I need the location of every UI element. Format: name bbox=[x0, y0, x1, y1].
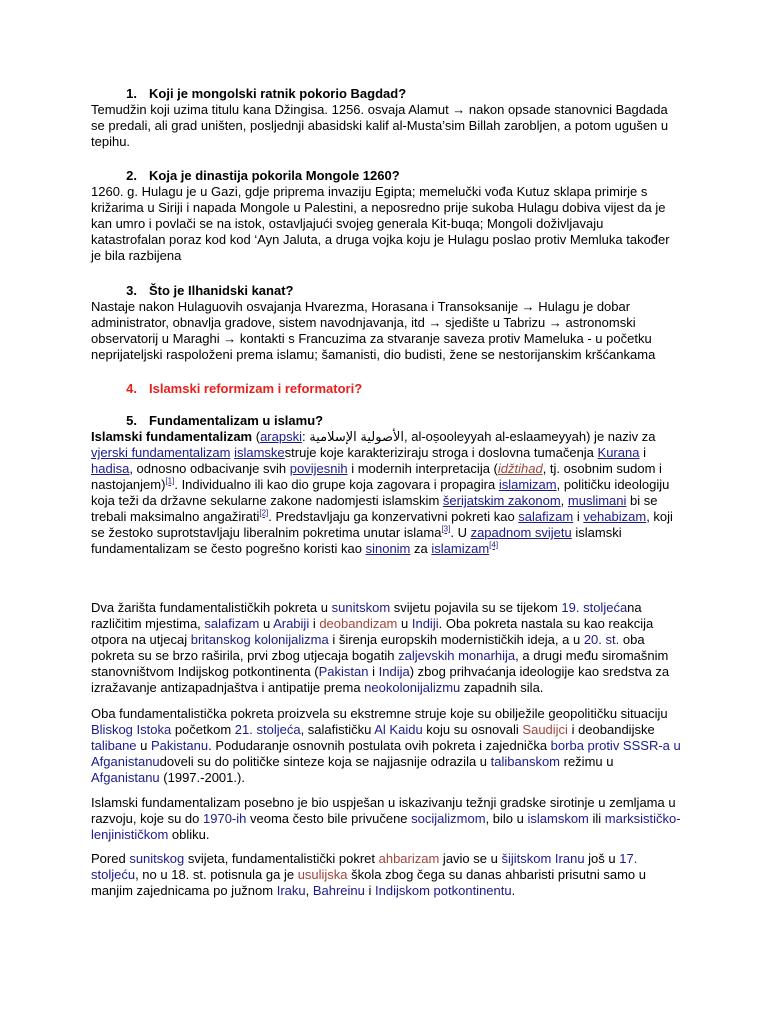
text: , no u 18. st. potisnula ga je bbox=[135, 867, 298, 882]
link-afganistanu[interactable]: Afganistanu bbox=[91, 770, 160, 785]
link-hadisa[interactable]: hadisa bbox=[91, 461, 130, 476]
question-1 bbox=[91, 86, 681, 150]
question-5-heading bbox=[91, 413, 681, 429]
question-4-heading bbox=[91, 381, 681, 397]
text: , bbox=[305, 883, 313, 898]
text: doveli su do političke sinteze koja se najjasnije odrazila u bbox=[159, 754, 491, 769]
question-number: 1. bbox=[126, 86, 137, 101]
text: islamski fundamentalizam se često pogrešno koristi kao bbox=[91, 525, 622, 556]
link-kurana[interactable]: Kurana bbox=[597, 445, 640, 460]
paragraph-two-foci bbox=[91, 600, 681, 696]
footnote-3[interactable]: [3] bbox=[441, 524, 451, 534]
link-vehabizam[interactable]: vehabizam bbox=[583, 509, 647, 524]
text: režimu u bbox=[560, 754, 614, 769]
link-ahbarizam[interactable]: ahbarizam bbox=[378, 851, 440, 866]
link-islamskom[interactable]: islamskom bbox=[527, 811, 589, 826]
question-3 bbox=[91, 283, 681, 363]
text: svijetu pojavila su se tijekom bbox=[390, 600, 562, 615]
text: Dva žarišta fundamentalističkih pokreta u bbox=[91, 600, 332, 615]
question-title: Koja je dinastija pokorila Mongole 1260? bbox=[149, 168, 400, 183]
text: . Oba pokreta nastala su kao reakcija otpora na utjecaj bbox=[91, 616, 654, 647]
link-britanskog-kolonijalizma[interactable]: britanskog kolonijalizma bbox=[190, 632, 329, 647]
link-neokolonijalizmu[interactable]: neokolonijalizmu bbox=[364, 680, 461, 695]
footnote-4[interactable]: [4] bbox=[489, 540, 499, 550]
text: i bbox=[639, 445, 646, 460]
link-20-st[interactable]: 20. st. bbox=[583, 632, 620, 647]
footnote-1[interactable]: [1] bbox=[165, 476, 175, 486]
link-idztihad[interactable]: idžtihad bbox=[497, 461, 543, 476]
text: obliku. bbox=[168, 827, 210, 842]
link-vjerski-fundamentalizam[interactable]: vjerski fundamentalizam bbox=[91, 445, 231, 460]
question-number: 2. bbox=[126, 168, 137, 183]
link-marksisticko-lenjinistickom[interactable]: marksističko-lenjinističkom bbox=[91, 811, 681, 842]
link-21-stoljeca[interactable]: 21. stoljeća bbox=[234, 722, 301, 737]
link-deobandizam[interactable]: deobandizam bbox=[319, 616, 398, 631]
text: Oba fundamentalistička pokreta proizvela su ekstremne struje koje su obilježile geopolitičku situaciju bbox=[91, 706, 668, 721]
text: početkom bbox=[171, 722, 235, 737]
text: . Individualno ili kao dio grupe koja zagovara i propagira bbox=[174, 477, 499, 492]
link-islamizam-2[interactable]: islamizam bbox=[431, 541, 490, 556]
link-arabiji[interactable]: Arabiji bbox=[273, 616, 310, 631]
text: još u bbox=[584, 851, 620, 866]
text: svijeta, fundamentalistički pokret bbox=[184, 851, 379, 866]
text: za bbox=[410, 541, 432, 556]
link-muslimani[interactable]: muslimani bbox=[567, 493, 627, 508]
text: i bbox=[309, 616, 320, 631]
text: i širenja europskih modernističkih ideja, a u bbox=[328, 632, 584, 647]
link-usulijska[interactable]: usulijska bbox=[297, 867, 348, 882]
link-sijitskom-iranu[interactable]: šijitskom Iranu bbox=[501, 851, 585, 866]
link-1970-ih[interactable]: 1970-ih bbox=[203, 811, 247, 826]
text: i bbox=[573, 509, 584, 524]
link-talibanskom[interactable]: talibanskom bbox=[490, 754, 561, 769]
link-islamizam[interactable]: islamizam bbox=[498, 477, 557, 492]
text: , koji se žestoko suprotstavljaju liberalnim pokretima unutar islama bbox=[91, 509, 673, 540]
text: Islamski fundamentalizam posebno je bio uspješan u iskazivanju težnji gradske sirotinje u zemljama u razvoju, koje su do bbox=[91, 795, 676, 826]
text: i deobandijske bbox=[567, 722, 655, 737]
text: škola zbog čega su danas ahbaristi prisutni samo u manjim zajednicama po južnom bbox=[91, 867, 646, 898]
text: koju su osnovali bbox=[422, 722, 523, 737]
question-2-answer: 1260. g. Hulagu je u Gazi, gdje priprema invaziju Egipta; memelučki vođa Kutuz sklapa primirje s križarima u Siriji i napada Mongole u Palestini, a neposredno prije sukoba Hulagu dobiva vijest da je kan umro i povlači se na istok, ostavljajući svojeg generala Kit-buqa; Mongoli doživljavaju katastrofalan poraz kod kod ‘Ayn Jaluta, a druga vojka koju je Hulagu poslao protiv Memluka također je bila razbijena bbox=[91, 184, 670, 263]
question-number: 3. bbox=[126, 283, 137, 298]
text: bi se trebali maksimalno angažirati bbox=[91, 493, 658, 524]
question-1-heading bbox=[91, 86, 681, 102]
link-arapski[interactable]: arapski bbox=[260, 429, 302, 444]
link-17-stoljecu[interactable]: 17. stoljeću bbox=[91, 851, 638, 882]
text: . U bbox=[450, 525, 471, 540]
link-sinonim[interactable]: sinonim bbox=[365, 541, 411, 556]
text: , bilo u bbox=[485, 811, 528, 826]
link-indiji[interactable]: Indiji bbox=[411, 616, 439, 631]
text: i bbox=[364, 883, 376, 898]
fundamentalism-paragraph bbox=[91, 429, 681, 557]
link-al-kaidu[interactable]: Al Kaidu bbox=[374, 722, 423, 737]
footnote-2[interactable]: [2] bbox=[259, 508, 269, 518]
link-pakistanu[interactable]: Pakistanu bbox=[151, 738, 209, 753]
question-title: Koji je mongolski ratnik pokorio Bagdad? bbox=[149, 86, 407, 101]
text: na različitim mjestima, bbox=[91, 600, 642, 631]
paragraph-extreme-currents bbox=[91, 706, 681, 786]
text: i bbox=[368, 664, 379, 679]
text: oba pokreta su se brzo raširila, prvi zbog utjecaja bogatih bbox=[91, 632, 645, 663]
link-iraku[interactable]: Iraku bbox=[276, 883, 306, 898]
link-bahreinu[interactable]: Bahreinu bbox=[312, 883, 365, 898]
text: u bbox=[397, 616, 412, 631]
text: , a drugi među siromašnim stanovništvom Indijskog potkontinenta ( bbox=[91, 648, 669, 679]
question-1-answer: Temudžin koji uzima titulu kana Džingisa. 1256. osvaja Alamut → nakon opsade stanovnici Bagdada se predali, ali grad uništen, posljednji abasidski kalif al-Musta’sim Billah zarobljen, a potom ugušen u tepihu. bbox=[91, 102, 669, 149]
link-saudijci[interactable]: Saudijci bbox=[522, 722, 568, 737]
link-pakistan[interactable]: Pakistan bbox=[318, 664, 369, 679]
link-sunitskog[interactable]: sunitskog bbox=[129, 851, 185, 866]
text: ( bbox=[252, 429, 261, 444]
link-zapadnom-svijetu[interactable]: zapadnom svijetu bbox=[470, 525, 572, 540]
link-19-stoljeca[interactable]: 19. stoljeća bbox=[561, 600, 628, 615]
text: zapadnih sila. bbox=[460, 680, 544, 695]
text: veoma često bile privučene bbox=[246, 811, 412, 826]
link-salafizam[interactable]: salafizam bbox=[204, 616, 260, 631]
question-2-heading bbox=[91, 168, 681, 184]
question-number: 5. bbox=[126, 413, 137, 428]
link-sunitskom[interactable]: sunitskom bbox=[331, 600, 391, 615]
text: . Predstavljaju ga konzervativni pokreti kao bbox=[268, 509, 519, 524]
text: u bbox=[136, 738, 152, 753]
text: , salafističku bbox=[300, 722, 375, 737]
text: (1997.-2001.). bbox=[159, 770, 245, 785]
link-povijesnih[interactable]: povijesnih bbox=[289, 461, 348, 476]
link-islamske[interactable]: islamske bbox=[234, 445, 285, 460]
text: , tj. osobnim sudom i nastojanjem) bbox=[91, 461, 662, 492]
text: ) zbog prihvaćanja ideologije kao sredstva za izražavanje antizapadnjaštva i antipatije prema bbox=[91, 664, 670, 695]
text: , bbox=[560, 493, 568, 508]
link-indijskom-potkontinentu[interactable]: Indijskom potkontinentu bbox=[375, 883, 512, 898]
link-salafizam[interactable]: salafizam bbox=[518, 509, 574, 524]
text: , odnosno odbacivanje svih bbox=[129, 461, 290, 476]
text: : الأصولية الإسلامية, al-oṣooleyyah al-eslaameyyah) je naziv za bbox=[302, 429, 656, 444]
question-title: Što je Ilhanidski kanat? bbox=[149, 283, 294, 298]
question-title: Fundamentalizam u islamu? bbox=[149, 413, 324, 428]
link-zaljevskih-monarhija[interactable]: zaljevskih monarhija bbox=[398, 648, 516, 663]
link-talibane[interactable]: talibane bbox=[91, 738, 137, 753]
link-bliskog-istoka[interactable]: Bliskog Istoka bbox=[91, 722, 172, 737]
link-socijalizmom[interactable]: socijalizmom bbox=[411, 811, 486, 826]
text: Pored bbox=[91, 851, 130, 866]
link-serijatskim-zakonom[interactable]: šerijatskim zakonom bbox=[442, 493, 561, 508]
question-4 bbox=[91, 381, 681, 397]
question-title: Islamski reformizam i reformatori? bbox=[149, 381, 363, 396]
text: i modernih interpretacija ( bbox=[347, 461, 498, 476]
text: u bbox=[259, 616, 274, 631]
paragraph-ahbarizam bbox=[91, 851, 681, 899]
text: , političku ideologiju koja teži da državne sekularne zakone nadomjesti islamskim bbox=[91, 477, 670, 508]
term-islamic-fundamentalism: Islamski fundamentalizam bbox=[91, 429, 253, 444]
link-borba-protiv-sssr[interactable]: borba protiv SSSR-a u Afganistanu bbox=[91, 738, 681, 769]
question-2 bbox=[91, 168, 681, 264]
text: struje koje karakteriziraju stroga i doslovna tumačenja bbox=[284, 445, 598, 460]
question-3-heading bbox=[91, 283, 681, 299]
link-indija[interactable]: Indija bbox=[378, 664, 410, 679]
text: javio se u bbox=[439, 851, 502, 866]
text: . bbox=[511, 883, 516, 898]
text: ili bbox=[588, 811, 605, 826]
paragraph-urban-poor bbox=[91, 795, 681, 843]
question-number: 4. bbox=[126, 381, 137, 396]
question-5 bbox=[91, 413, 681, 557]
text: . Podudaranje osnovnih postulata ovih pokreta i zajednička bbox=[208, 738, 551, 753]
question-3-answer: Nastaje nakon Hulaguovih osvajanja Hvarezma, Horasana i Transoksanije → Hulagu je dobar administrator, obnavlja gradove, sistem navodnjavanja, itd → sjedište u Tabrizu → astronomski observatorij u Maraghi → kontakti s Francuzima za stvaranje saveza protiv Mameluka - u početku neprijateljski raspoloženi prema islamu; šamanisti, dio budisti, žene se nestorijanskim kršćankama bbox=[91, 299, 656, 362]
